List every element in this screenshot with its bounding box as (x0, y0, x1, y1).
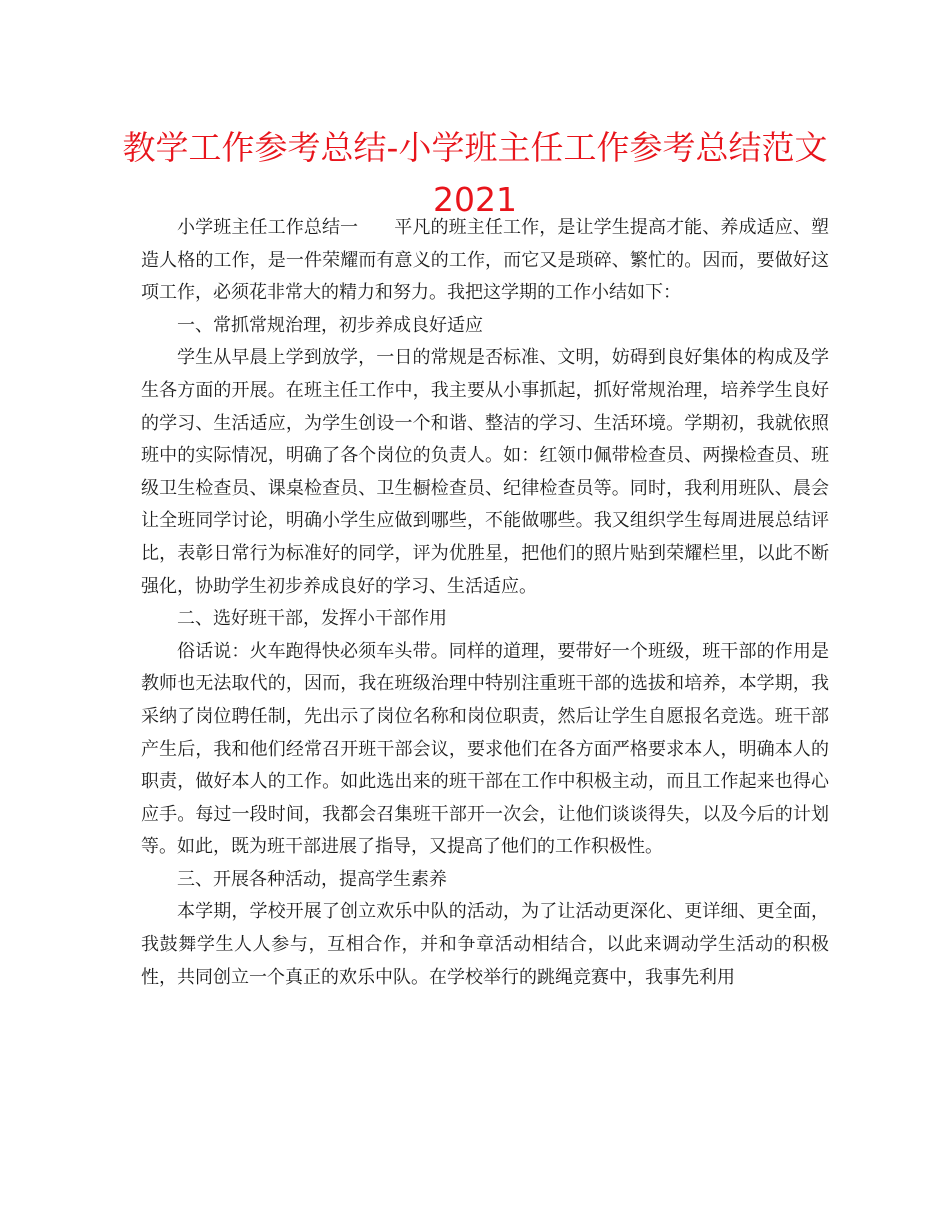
document-body (141, 212, 829, 994)
intro-paragraph (141, 212, 829, 310)
intro-text: 平凡的班主任工作，是让学生提高才能、养成适应、塑造人格的工作，是一件荣耀而有意义的工作，而它又是琐碎、繁忙的。因而，要做好这项工作，必须花非常大的精力和努力。我把这学期的工作小结如下： (141, 217, 830, 304)
section-heading: 二、选好班干部，发挥小干部作用 (177, 608, 447, 630)
title-line-1: 教学工作参考总结-小学班主任工作参考总结范文 (122, 128, 828, 167)
section-paragraph: 学生从早晨上学到放学，一日的常规是否标准、文明，妨碍到良好集体的构成及学生各方面的开展。在班主任工作中，我主要从小事抓起，抓好常规治理，培养学生良好的学习、生活适应，为学生创设一个和谐、整洁的学习、生活环境。学期初，我就依照班中的实际情况，明确了各个岗位的负责人。如：红领巾佩带检查员、两操检查员、班级卫生检查员、课桌检查员、卫生橱检查员、纪律检查员等。同时，我利用班队、晨会让全班同学讨论，明确小学生应做到哪些，不能做哪些。我又组织学生每周进展总结评比，表彰日常行为标准好的同学，评为优胜星，把他们的照片贴到荣耀栏里，以此不断强化，协助学生初步养成良好的学习、生活适应。 (141, 347, 829, 597)
title-line-2: 2021 (433, 180, 517, 219)
section-paragraph: 本学期，学校开展了创立欢乐中队的活动，为了让活动更深化、更详细、更全面，我鼓舞学生人人参与，互相合作，并和争章活动相结合，以此来调动学生活动的积极性，共同创立一个真正的欢乐中队。在学校举行的跳绳竞赛中，我事先利用 (141, 901, 829, 988)
section-paragraph: 俗话说：火车跑得快必须车头带。同样的道理，要带好一个班级，班干部的作用是教师也无法取代的，因而，我在班级治理中特别注重班干部的选拔和培养，本学期，我采纳了岗位聘任制，先出示了岗位名称和岗位职责，然后让学生自愿报名竞选。班干部产生后，我和他们经常召开班干部会议，要求他们在各方面严格要求本人，明确本人的职责，做好本人的工作。如此选出来的班干部在工作中积极主动，而且工作起来也得心应手。每过一段时间，我都会召集班干部开一次会，让他们谈谈得失，以及今后的计划等。如此，既为班干部进展了指导，又提高了他们的工作积极性。 (141, 640, 829, 858)
intro-label: 小学班主任工作总结一 (177, 217, 359, 238)
section-heading: 三、开展各种活动，提高学生素养 (177, 868, 447, 890)
document-title (120, 122, 830, 226)
section-heading: 一、常抓常规治理，初步养成良好适应 (177, 314, 483, 336)
